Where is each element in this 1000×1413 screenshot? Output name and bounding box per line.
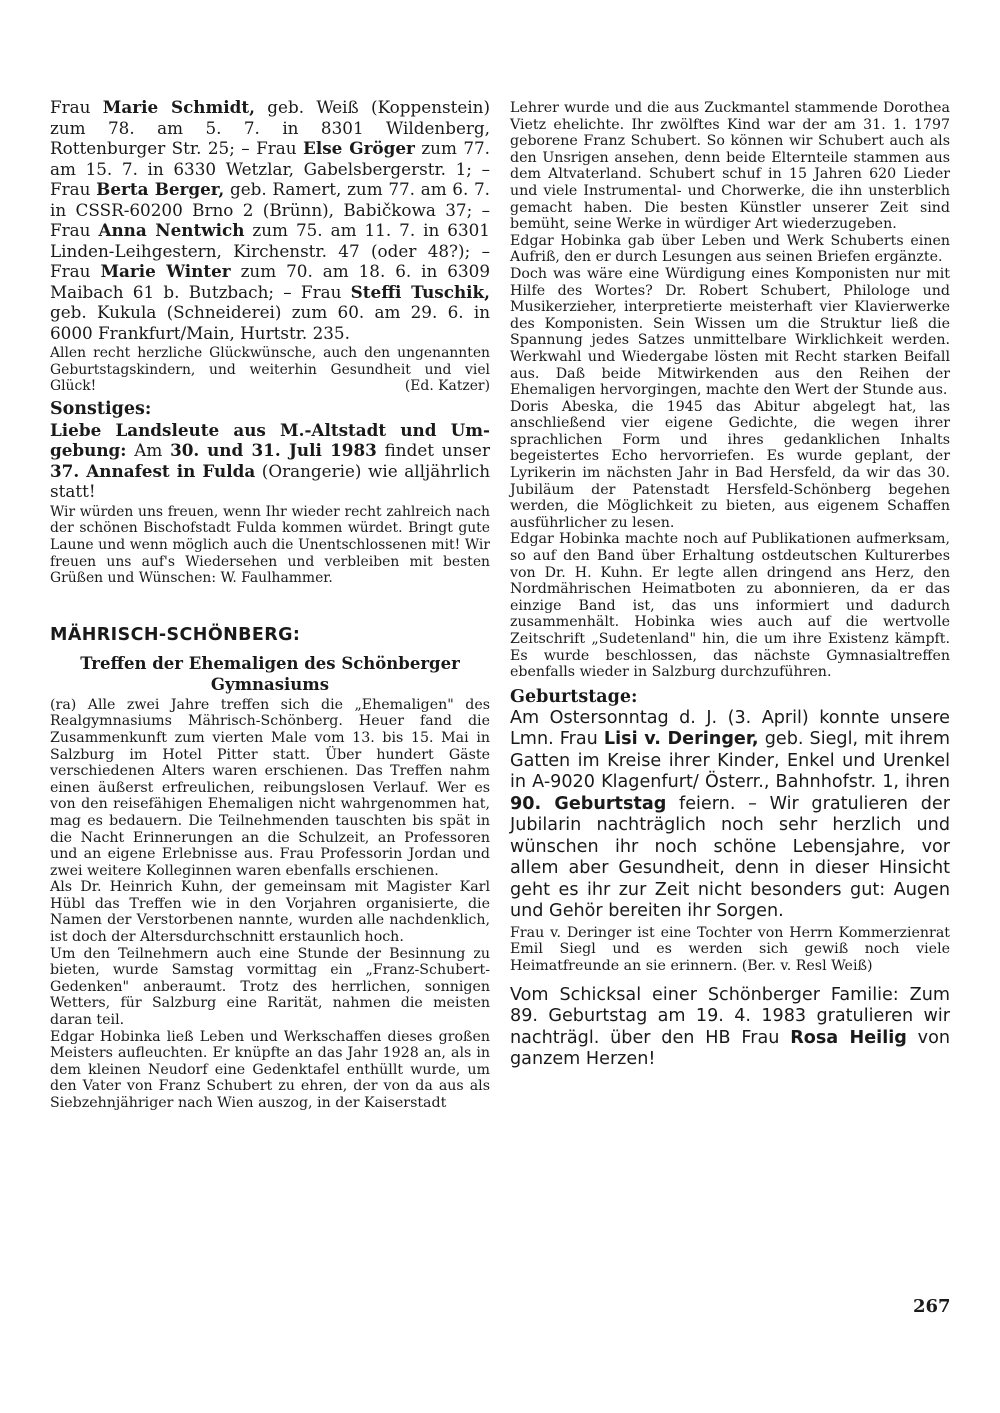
emphasized-name: 37. Annafest in Fulda [50, 460, 256, 481]
emphasized-name: 90. Geburtstag [510, 793, 667, 814]
text-run: (Orangerie) wie alljährlich statt! [50, 460, 490, 502]
emphasized-name: Rosa Heilig [790, 1027, 907, 1048]
text-run: zum 75. am 11. 7. in 6301 Linden-Leihgestern, Kirchenstr. 47 (oder 48?); – Frau [50, 220, 490, 281]
emphasized-name: Else Gröger [303, 138, 415, 158]
article-body-left [50, 697, 490, 1112]
text-run: zum 70. am 18. 6. in 6309 Maibach 61 b. Butzbach; – Frau [50, 261, 491, 302]
congratulations-signature: (Ed. Katzer) [404, 378, 490, 395]
article-paragraph: Als Dr. Heinrich Kuhn, der gemeinsam mit Magister Karl Hübl das Treffen wie in den Vorjahren organisierte, die Namen der Verstorbenen nannte, wurden alle nachdenklich, ist doch der Altersdurchschnitt erstaunlich hoch. [50, 879, 490, 946]
text-run: zum 77. am 15. 7. in 6330 Wetzlar, Gabelsbergerstr. 1; – Frau [50, 138, 491, 199]
text-run: Am [126, 440, 171, 461]
text-run: Vom Schicksal einer Schönberger Familie: Zum 89. Geburtstag am 19. 4. 1983 gratulieren wir nachträgl. über den HB Frau [510, 984, 950, 1048]
text-run: geb. Siegl, mit ihrem Gatten im Kreise ihrer Kinder, Enkel und Urenkel in A-9020 Klagenfurt/ Österr., Bahnhofstr. 1, ihren [510, 729, 951, 793]
sonstiges-heading: Sonstiges: [50, 398, 152, 419]
emphasized-name: Lisi v. Deringer, [603, 729, 759, 750]
text-run: findet unser [376, 440, 490, 461]
congratulations-text: Allen recht herzliche Glückwünsche, auch den ungenannten Geburtstagskindern, und weiterhin Gesundheit und viel Glück! [50, 345, 490, 395]
invite-text: Wir würden uns freuen, wenn Ihr wieder recht zahlreich nach der schönen Bischofstadt Fulda kommen würdet. Bringt gute Laune und wenn möglich auch die Unentschlossenen mit! Wir freuen uns auf's Wiedersehen und verbleiben mit besten Grüßen und Wünschen: W. Faulhammer. [50, 503, 490, 587]
text-run: geb. Ramert, zum 77. am 6. 7. in CSSR-60200 Brno 2 (Brünn), Babičkowa 37; – Frau [50, 179, 491, 240]
article-paragraph: Um den Teilnehmern auch eine Stunde der Besinnung zu bieten, wurde Samstag vormittag ein „Franz-Schubert-Gedenken" anberaumt. Trotz des herrlichen, sonnigen Wetters, für Salzburg eine Rarität, nahmen die meisten daran teil. [50, 945, 490, 1029]
text-run: Frau [50, 97, 103, 117]
text-run: geb. Weiß (Koppenstein) zum 78. am 5. 7. in 8301 Wildenberg, Rottenburger Str. 25; – Frau [50, 97, 491, 158]
deringer-birthday [510, 708, 950, 923]
emphasized-name: Berta Berger, [96, 179, 225, 199]
section-title: MÄHRISCH-SCHÖNBERG: [50, 624, 301, 645]
geburtstage-heading: Geburtstage: [510, 686, 638, 707]
article-paragraph: (ra) Alle zwei Jahre treffen sich die „Ehemaligen" des Realgymnasiums Mährisch-Schönberg. Heuer fand die Zusammenkunft zum vierten Male vom 13. bis 15. Mai in Salzburg im Hotel Pitter statt. Über hundert Gäste verschiedenen Alters waren erschienen. Das Treffen nahm einen äußerst erfreulichen, reibungslosen Verlauf. Wer es von den reisefähigen Ehemaligen nicht wahrgenommen hat, mag es bedauern. Die Teilnehmenden tauschten bis spät in die Nacht Erinnerungen an die Schulzeit, an Professoren und an eigene Erlebnisse aus. Frau Professorin Jordan und zwei weitere Kolleginnen waren ebenfalls erschienen. [50, 696, 490, 879]
deringer-note: Frau v. Deringer ist eine Tochter von Herrn Kommerzienrat Emil Siegl und es werden sich gewiß noch viele Heimatfreunde an sie erinnern. (Ber. v. Resl Weiß) [510, 924, 950, 974]
article-paragraph: Doris Abeska, die 1945 das Abitur abgelegt hat, las anschließend vier eigene Gedichte, die wegen ihrer sprachlichen Form und ihres gedanklichen Inhalts begeistertes Echo hervorriefen. Es wurde geplant, der Lyrikerin im nächsten Jahr in Bad Hersfeld, da wir das 30. Jubiläum der Patenstadt Hersfeld-Schönberg begehen werden, die Möglichkeit zu bieten, aus eigenem Schaffen ausführlicher zu lesen. [510, 398, 950, 531]
article-body-right [510, 100, 950, 681]
emphasized-name: und 31. Juli 1983 [207, 440, 377, 461]
article-paragraph: Edgar Hobinka ließ Leben und Werkschaffen dieses großen Meisters aufleuchten. Er knüpfte an das Jahr 1928 an, als in dem kleinen Neudorf eine Gedenktafel enthüllt wurde, um den Vater von Franz Schubert zu ehren, der von da aus als Siebzehnjähriger nach Wien auszog, in der Kaiserstadt [50, 1028, 490, 1111]
emphasized-name: 30. [170, 440, 200, 461]
emphasized-name: Steffi Tuschik, [350, 281, 490, 302]
birthday-list [50, 97, 490, 343]
right-column [510, 100, 950, 1071]
article-title: Treffen der Ehemaligen des Schönberger Gymnasiums [80, 653, 460, 694]
article-paragraph: Edgar Hobinka gab über Leben und Werk Schuberts einen Aufriß, den er durch Lesungen aus seinen Briefen ergänzte. [510, 232, 950, 266]
emphasized-name: Marie Winter [100, 261, 231, 281]
emphasized-name: Anna Nentwich [98, 220, 245, 240]
text-run: geb. Kukula (Schneiderei) zum 60. am 29. 6. in 6000 Frankfurt/Main, Hurtstr. 235. [50, 302, 490, 343]
article-paragraph: Doch was wäre eine Würdigung eines Komponisten nur mit Hilfe des Wortes? Dr. Robert Schubert, Philologe und Musikerzieher, interpretierte meisterhaft vier Klavierwerke des Komponisten. Sein Wissen um die Struktur ließ die Spannung jedes Satzes unmittelbare Wirklichkeit werden. Werkwahl und Wiedergabe lösten mit Recht starken Beifall aus. Daß beide Mitwirkenden aus den Reihen der Ehemaligen hervorgingen, machte den Wert der Stunde aus. [510, 265, 950, 399]
text-run: von ganzem Herzen! [510, 1027, 950, 1070]
page-number: 267 [913, 1296, 951, 1317]
article-paragraph: Edgar Hobinka machte noch auf Publikationen aufmerksam, so auf den Band über Erhaltung ostdeutschen Kulturerbes von Dr. H. Kuhn. Er legte allen dringend ans Herz, den Nordmährischen Heimatboten zu abonnieren, da er das einzige Band ist, das uns informiert und dadurch zusammenhält. Hobinka wies auch auf die wertvolle Zeitschrift „Sudetenland" hin, die um ihre Existenz kämpft. Es wurde beschlossen, das nächste Gymnasialtreffen ebenfalls wieder in Salzburg durchzuführen. [510, 531, 950, 681]
left-column [50, 97, 490, 1112]
text-run: feiern. – Wir gratulieren der Jubilarin nachträglich noch sehr herzlich und wünschen ihr noch schöne Lebensjahre, vor allem aber Gesundheit, denn in dieser Hinsicht geht es ihr zur Zeit nicht besonders gut: Augen und Gehör bereiten ihr Sorgen. [510, 793, 950, 922]
heilig-announcement [510, 985, 950, 1071]
annafest-announcement [50, 420, 490, 502]
article-paragraph: Lehrer wurde und die aus Zuckmantel stammende Dorothea Vietz ehelichte. Ihr zwölftes Kind war der am 31. 1. 1797 geborene Franz Schubert. So können wir Schubert auch als den Unsrigen ansehen, denn beide Elternteile stammen aus dem Altvaterland. Schubert schuf in 15 Jahren 620 Lieder und viele Instrumental- und Chorwerke, die ihn unsterblich gemacht haben. Die besten Künstler unserer Zeit sind bemüht, seine Werke in würdiger Art wiederzugeben. [510, 100, 950, 233]
congratulations [50, 345, 490, 395]
emphasized-name: Marie Schmidt, [102, 97, 255, 117]
text-run: Am Ostersonntag d. J. (3. April) konnte unsere Lmn. Frau [510, 707, 950, 750]
text-run [199, 440, 207, 460]
emphasized-name: Liebe Landsleute aus M.-Altstadt und Umgebung: [50, 419, 490, 461]
